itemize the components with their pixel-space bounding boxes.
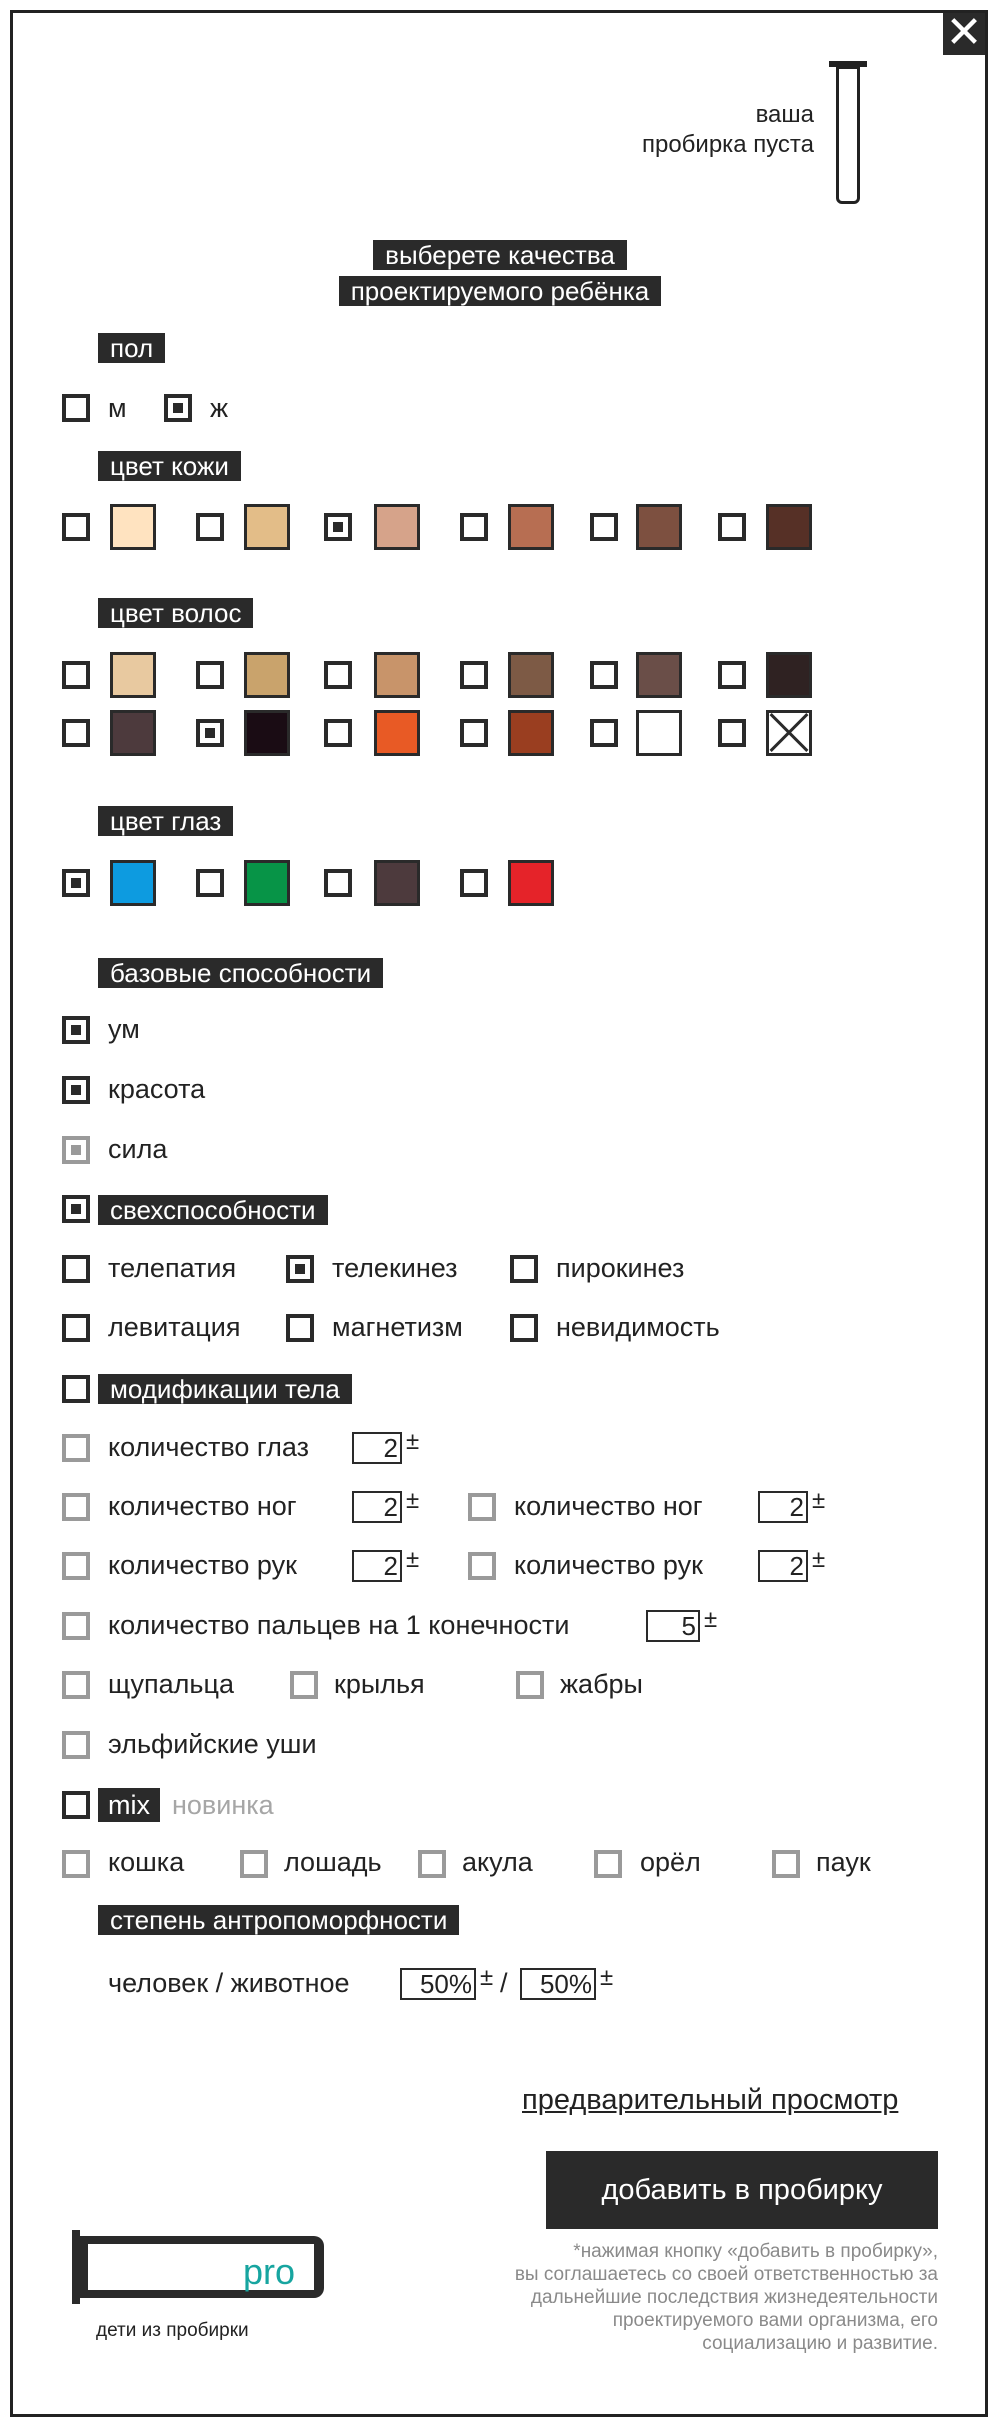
gender-header: пол	[98, 333, 165, 363]
invisibility-label: невидимость	[556, 1312, 720, 1342]
basic-strength-checkbox[interactable]	[62, 1136, 90, 1164]
super-header: свехспособности	[98, 1195, 328, 1225]
hair-color-swatch-1[interactable]	[110, 652, 156, 698]
finger-count-stepper[interactable]: ±	[704, 1606, 718, 1633]
elf-ears-label: эльфийские уши	[108, 1729, 317, 1759]
hair-color-swatch-3[interactable]	[374, 652, 420, 698]
hair-color-swatch-4[interactable]	[508, 652, 554, 698]
tentacles-label: щупальца	[108, 1669, 234, 1699]
eye-color-swatch-2[interactable]	[244, 860, 290, 906]
skin-color-swatch-5[interactable]	[636, 504, 682, 550]
hair-color-checkbox-1[interactable]	[62, 661, 90, 689]
tube-status-line1: ваша	[755, 101, 814, 128]
skin-color-swatch-1[interactable]	[110, 504, 156, 550]
human-percent-field[interactable]: 50%	[400, 1968, 476, 2000]
mix-eagle-label: орёл	[640, 1847, 701, 1877]
hair-color-swatch-5[interactable]	[636, 652, 682, 698]
arm-count-checkbox-2[interactable]	[468, 1552, 496, 1580]
hair-color-checkbox-4[interactable]	[460, 661, 488, 689]
basic-strength-label: сила	[108, 1134, 168, 1164]
skin-header: цвет кожи	[98, 451, 241, 481]
hair-color-checkbox-8[interactable]	[196, 719, 224, 747]
gender-f-label: ж	[210, 393, 229, 423]
logo-subtitle: дети из пробирки	[96, 2320, 249, 2341]
arm-count-stepper-2[interactable]: ±	[812, 1546, 826, 1573]
mix-checkbox[interactable]	[62, 1791, 90, 1819]
eye-color-checkbox-3[interactable]	[324, 869, 352, 897]
page-title	[0, 240, 1000, 312]
mix-eagle-checkbox[interactable]	[594, 1850, 622, 1878]
animal-percent-stepper[interactable]: ±	[600, 1964, 614, 1991]
disclaimer-line: проектируемого вами организма, его	[612, 2310, 938, 2331]
arm-count-field-2[interactable]: 2	[758, 1550, 808, 1582]
gills-checkbox[interactable]	[516, 1671, 544, 1699]
skin-color-checkbox-5[interactable]	[590, 513, 618, 541]
hair-color-checkbox-2[interactable]	[196, 661, 224, 689]
basic-mind-checkbox[interactable]	[62, 1016, 90, 1044]
add-to-tube-button[interactable]: добавить в пробирку	[546, 2151, 938, 2229]
hair-color-swatch-8[interactable]	[244, 710, 290, 756]
eye-count-stepper[interactable]: ±	[406, 1428, 420, 1455]
skin-color-swatch-6[interactable]	[766, 504, 812, 550]
eye-color-swatch-3[interactable]	[374, 860, 420, 906]
disclaimer-line: *нажимая кнопку «добавить в пробирку»,	[573, 2241, 938, 2262]
mix-horse-label: лошадь	[284, 1847, 382, 1877]
leg-count-checkbox-1[interactable]	[62, 1493, 90, 1521]
hair-color-checkbox-6[interactable]	[718, 661, 746, 689]
hair-color-checkbox-3[interactable]	[324, 661, 352, 689]
gender-f-checkbox[interactable]	[164, 394, 192, 422]
arm-count-stepper-1[interactable]: ±	[406, 1546, 420, 1573]
leg-count-label-1: количество ног	[108, 1491, 297, 1521]
magnetism-label: магнетизм	[332, 1312, 463, 1342]
mix-spider-label: паук	[816, 1847, 871, 1877]
skin-color-checkbox-2[interactable]	[196, 513, 224, 541]
hair-color-swatch-10[interactable]	[508, 710, 554, 756]
mix-cat-label: кошка	[108, 1847, 185, 1877]
arm-count-field-1[interactable]: 2	[352, 1550, 402, 1582]
skin-color-swatch-3[interactable]	[374, 504, 420, 550]
leg-count-label-2: количество ног	[514, 1491, 703, 1521]
leg-count-stepper-2[interactable]: ±	[812, 1487, 826, 1514]
eye-color-swatch-4[interactable]	[508, 860, 554, 906]
body-mod-header: модификации тела	[98, 1374, 352, 1404]
body-mod-checkbox[interactable]	[62, 1375, 90, 1403]
eye-color-checkbox-4[interactable]	[460, 869, 488, 897]
gills-label: жабры	[560, 1669, 643, 1699]
disclaimer-line: вы соглашаетесь со своей ответственностью за	[514, 2264, 938, 2285]
hair-color-checkbox-11[interactable]	[590, 719, 618, 747]
leg-count-field-2[interactable]: 2	[758, 1491, 808, 1523]
hair-color-checkbox-7[interactable]	[62, 719, 90, 747]
gender-m-checkbox[interactable]	[62, 394, 90, 422]
finger-count-field[interactable]: 5	[646, 1610, 700, 1642]
leg-count-checkbox-2[interactable]	[468, 1493, 496, 1521]
skin-color-checkbox-4[interactable]	[460, 513, 488, 541]
skin-color-swatch-2[interactable]	[244, 504, 290, 550]
human-percent-stepper[interactable]: ±	[480, 1964, 494, 1991]
close-icon[interactable]: ✕	[943, 13, 985, 55]
title-line1: выберете качества	[373, 240, 627, 270]
logo-text: pro	[243, 2251, 296, 2292]
anthro-header: степень антропоморфности	[98, 1905, 459, 1935]
invisibility-checkbox[interactable]	[510, 1314, 538, 1342]
skin-color-checkbox-6[interactable]	[718, 513, 746, 541]
telepathy-checkbox[interactable]	[62, 1255, 90, 1283]
animal-percent-field[interactable]: 50%	[520, 1968, 596, 2000]
leg-count-field-1[interactable]: 2	[352, 1491, 402, 1523]
anthro-slash: /	[500, 1968, 508, 1998]
basic-header: базовые способности	[98, 958, 383, 988]
wings-label: крылья	[334, 1669, 425, 1699]
hair-header: цвет волос	[98, 598, 253, 628]
gender-m-label: м	[108, 393, 127, 423]
mix-header: mix	[98, 1788, 160, 1822]
preview-link[interactable]: предварительный просмотр	[522, 2084, 899, 2116]
leg-count-stepper-1[interactable]: ±	[406, 1487, 420, 1514]
hair-color-swatch-6[interactable]	[766, 652, 812, 698]
super-checkbox[interactable]	[62, 1195, 90, 1223]
finger-count-checkbox[interactable]	[62, 1612, 90, 1640]
levitation-label: левитация	[108, 1312, 241, 1342]
pyrokinesis-checkbox[interactable]	[510, 1255, 538, 1283]
magnetism-checkbox[interactable]	[286, 1314, 314, 1342]
eye-count-label: количество глаз	[108, 1432, 309, 1462]
disclaimer	[440, 2240, 938, 2355]
arm-count-checkbox-1[interactable]	[62, 1552, 90, 1580]
tentacles-checkbox[interactable]	[62, 1671, 90, 1699]
basic-beauty-label: красота	[108, 1074, 206, 1104]
telekinesis-label: телекинез	[332, 1253, 458, 1283]
eye-color-swatch-1[interactable]	[110, 860, 156, 906]
mix-spider-checkbox[interactable]	[772, 1850, 800, 1878]
disclaimer-line: социализацию и развитие.	[702, 2333, 938, 2354]
basic-mind-label: ум	[108, 1014, 140, 1044]
skin-color-checkbox-3[interactable]	[324, 513, 352, 541]
title-line2: проектируемого ребёнка	[339, 276, 662, 306]
hair-color-swatch-9[interactable]	[374, 710, 420, 756]
telepathy-label: телепатия	[108, 1253, 237, 1283]
mix-horse-checkbox[interactable]	[240, 1850, 268, 1878]
hair-color-checkbox-10[interactable]	[460, 719, 488, 747]
eye-count-checkbox[interactable]	[62, 1434, 90, 1462]
arm-count-label-1: количество рук	[108, 1550, 297, 1580]
hair-color-swatch-12[interactable]	[766, 710, 812, 756]
mix-cat-checkbox[interactable]	[62, 1850, 90, 1878]
test-tube-icon	[836, 64, 860, 204]
pyrokinesis-label: пирокинез	[556, 1253, 685, 1283]
tube-status	[554, 100, 814, 160]
telekinesis-checkbox[interactable]	[286, 1255, 314, 1283]
hair-color-checkbox-5[interactable]	[590, 661, 618, 689]
eye-color-checkbox-1[interactable]	[62, 869, 90, 897]
disclaimer-line: дальнейшие последствия жизнедеятельности	[530, 2287, 938, 2308]
hair-color-checkbox-12[interactable]	[718, 719, 746, 747]
skin-color-swatch-4[interactable]	[508, 504, 554, 550]
mix-new-badge: новинка	[172, 1790, 274, 1820]
hair-color-checkbox-9[interactable]	[324, 719, 352, 747]
eye-color-checkbox-2[interactable]	[196, 869, 224, 897]
anthro-label: человек / животное	[108, 1968, 350, 1998]
elf-ears-checkbox[interactable]	[62, 1731, 90, 1759]
eyes-header: цвет глаз	[98, 806, 233, 836]
tube-status-line2: пробирка пуста	[641, 131, 814, 158]
basic-beauty-checkbox[interactable]	[62, 1076, 90, 1104]
hair-color-swatch-2[interactable]	[244, 652, 290, 698]
skin-color-checkbox-1[interactable]	[62, 513, 90, 541]
wings-checkbox[interactable]	[290, 1671, 318, 1699]
levitation-checkbox[interactable]	[62, 1314, 90, 1342]
mix-shark-label: акула	[462, 1847, 533, 1877]
arm-count-label-2: количество рук	[514, 1550, 703, 1580]
finger-count-label: количество пальцев на 1 конечности	[108, 1610, 570, 1640]
eye-count-field[interactable]: 2	[352, 1432, 402, 1464]
hair-color-swatch-11[interactable]	[636, 710, 682, 756]
hair-color-swatch-7[interactable]	[110, 710, 156, 756]
mix-shark-checkbox[interactable]	[418, 1850, 446, 1878]
